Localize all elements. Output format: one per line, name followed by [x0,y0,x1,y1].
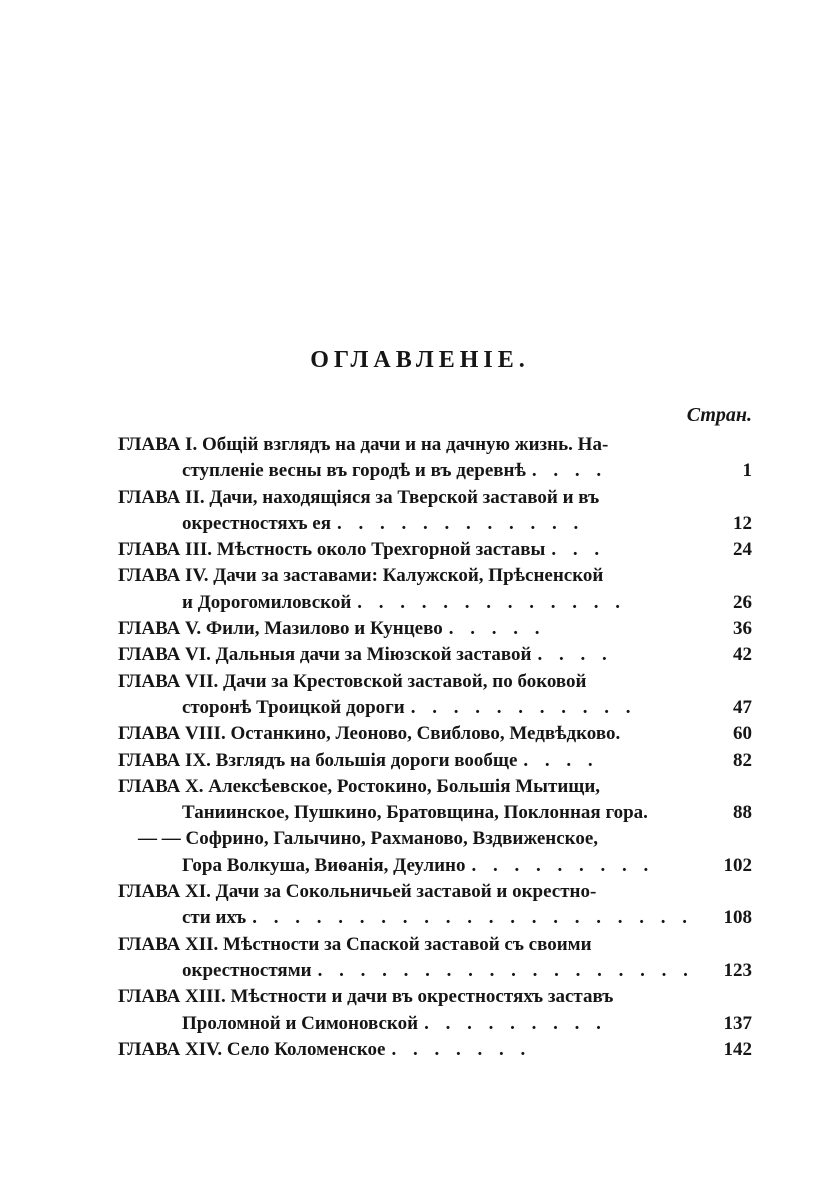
toc-entry-text: ГЛАВА IV. Дачи за заставами: Калужской, Прѣсненской [118,565,604,587]
page-number: 102 [723,854,752,876]
toc-entry [118,537,752,563]
toc-entry-line [118,642,752,668]
toc-entry-text: окрестностяхъ ея [182,512,332,534]
toc-entry-line [118,695,752,721]
leader-dots: . . . . . . . . . . . . . . . . . . . . . [252,907,694,929]
toc-entry-line [118,984,752,1010]
toc-entry-text: ГЛАВА XIV. Село Коломенское [118,1038,386,1060]
table-of-contents [118,432,752,1063]
leader-dots: . . . . . . . . . . . [410,696,637,718]
toc-entry-text: ГЛАВА VII. Дачи за Крестовской заставой, по боковой [118,670,587,692]
toc-entry-line [118,1037,752,1063]
leader-dots: . . . . . . . . . [471,854,655,876]
toc-entry-text: ГЛАВА XI. Дачи за Сокольничьей заставой и окрестно- [118,881,597,903]
toc-entry-text: ГЛАВА VI. Дальныя дачи за Міюзской заставой [118,644,532,666]
page-number: 12 [733,512,752,534]
toc-entry-text: ГЛАВА IX. Взглядъ на большія дороги вообще [118,749,518,771]
toc-entry-line [118,511,752,537]
toc-entry-line [118,721,752,747]
toc-entry [118,721,752,747]
toc-entry-text: и Дорогомиловской [182,591,352,613]
toc-entry-text: Таниинское, Пушкино, Братовщина, Поклонная гора. [182,802,648,824]
toc-entry-text: — — Софрино, Галычино, Рахманово, Вздвиженское, [138,828,599,850]
toc-entry [118,1037,752,1063]
toc-entry-line [118,932,752,958]
toc-entry-text: ступленіе весны въ городѣ и въ деревнѣ [182,460,526,482]
leader-dots: . . . . . . . [391,1038,532,1060]
page-number: 82 [733,749,752,771]
leader-dots: . . . . [537,644,613,666]
page-number: 142 [723,1038,752,1060]
toc-entry [118,485,752,538]
toc-entry-text: окрестностями [182,959,312,981]
page-number: 26 [733,591,752,613]
toc-entry-line [118,669,752,695]
toc-entry-line [118,485,752,511]
toc-entry-text: ГЛАВА II. Дачи, находящіяся за Тверской заставой и въ [118,486,600,508]
toc-entry [118,932,752,985]
page-number: 1 [742,460,752,482]
toc-entry-line [118,590,752,616]
toc-entry-text: ГЛАВА I. Общій взглядъ на дачи и на дачную жизнь. На- [118,434,609,455]
toc-entry [118,984,752,1037]
leader-dots: . . . . . . . . . . . . . [357,591,627,613]
toc-entry-line [118,748,752,774]
toc-entry-line [118,616,752,642]
toc-entry-text: ГЛАВА VIII. Останкино, Леоново, Свиблово, Медвѣдково. [118,723,621,745]
toc-entry-text: Проломной и Симоновской [182,1012,419,1034]
toc-entry [118,669,752,722]
page-title: ОГЛАВЛЕНІЕ. [310,347,530,373]
toc-entry [118,432,752,485]
toc-entry-line [118,800,752,826]
toc-entry-text: ГЛАВА X. Алексѣевское, Ростокино, Большія Мытищи, [118,775,601,797]
leader-dots: . . . . . . . . . . . . . . . . . . [317,959,694,981]
toc-entry [118,748,752,774]
toc-entry [118,563,752,616]
leader-dots: . . . [551,539,606,561]
toc-entry-line [118,905,752,931]
toc-entry-line [118,826,752,852]
toc-entry-text: ГЛАВА V. Фили, Мазилово и Кунцево [118,618,443,640]
toc-entry-text: ГЛАВА III. Мѣстность около Трехгорной заставы [118,539,546,561]
toc-entry-line [118,432,752,458]
page-number: 24 [733,539,752,561]
page-number: 47 [733,696,752,718]
leader-dots: . . . . [523,749,599,771]
page-number: 123 [723,959,752,981]
page-number: 42 [733,644,752,666]
toc-entry-text: сти ихъ [182,907,247,929]
page-number: 60 [733,723,752,745]
toc-entry-text: Гора Волкуша, Виѳанія, Деулино [182,854,466,876]
toc-entry [118,642,752,668]
leader-dots: . . . . [531,460,608,482]
toc-entry-line [118,774,752,800]
leader-dots: . . . . . [448,618,546,640]
pages-column-header: Стран. [686,404,752,426]
toc-entry-line [118,537,752,563]
toc-entry-text: сторонѣ Троицкой дороги [182,696,405,718]
toc-entry-line [118,563,752,589]
toc-entry-line [118,458,752,484]
leader-dots: . . . . . . . . . . . . [337,512,585,534]
page-number: 108 [723,907,752,929]
page-number: 88 [733,802,752,824]
toc-entry-line [118,1011,752,1037]
toc-entry [118,616,752,642]
toc-entry-line [118,879,752,905]
toc-entry [118,826,752,879]
leader-dots: . . . . . . . . . [424,1012,607,1034]
toc-entry [118,774,752,827]
page-number: 36 [733,618,752,640]
toc-entry-line [118,853,752,879]
page-number: 137 [723,1012,752,1034]
toc-entry [118,879,752,932]
toc-entry-text: ГЛАВА XIII. Мѣстности и дачи въ окрестностяхъ заставъ [118,986,614,1008]
toc-entry-line [118,958,752,984]
toc-entry-text: ГЛАВА XII. Мѣстности за Спаской заставой съ своими [118,933,592,955]
